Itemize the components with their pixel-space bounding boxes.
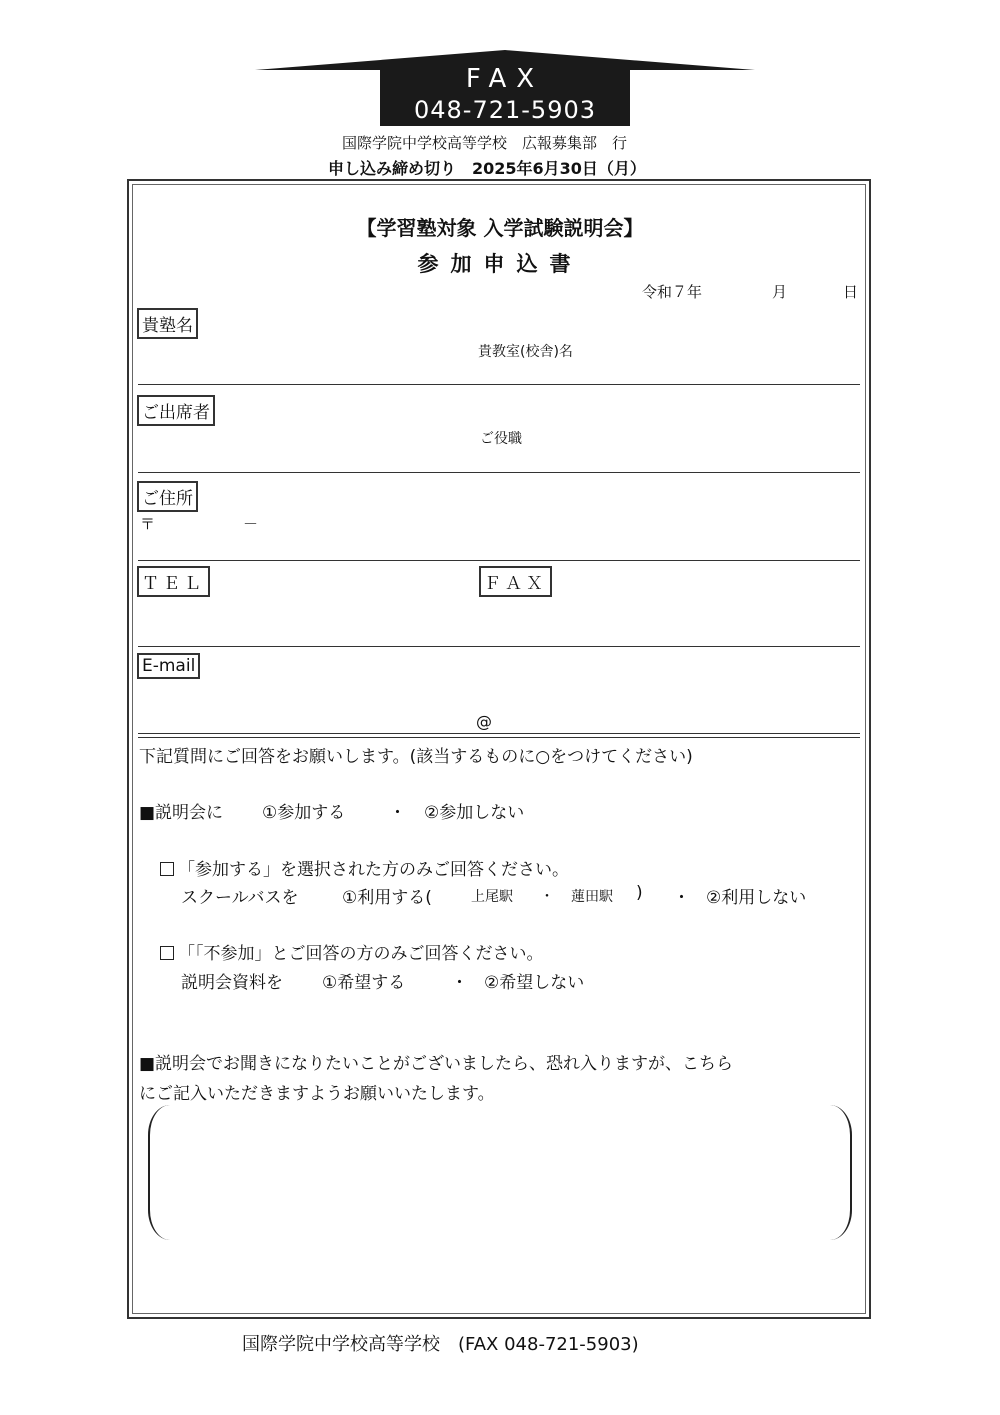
q1-label: ■説明会に: [139, 803, 224, 823]
school-name-line[interactable]: [138, 384, 860, 385]
q1-separator: ・: [389, 803, 406, 823]
tel-label: ＴＥＬ: [137, 566, 210, 597]
comment-bracket-right: [828, 1105, 852, 1240]
q3-heading: [160, 939, 544, 964]
q3-heading-text: 「「不参加」とご回答の方のみご回答ください。: [178, 944, 544, 964]
questions-intro: 下記質問にご回答をお願いします。(該当するものに○をつけてください): [139, 747, 693, 767]
form-title: 【学習塾対象 入学試験説明会】: [356, 216, 644, 240]
comment-bracket-left: [148, 1105, 172, 1240]
q1-option-decline[interactable]: ②参加しない: [424, 803, 525, 823]
position-label: ご役職: [480, 431, 522, 447]
q2-heading: [160, 855, 569, 880]
attendee-label: ご出席者: [137, 395, 215, 426]
q2-station-hasuda[interactable]: 蓮田駅: [571, 889, 613, 905]
q2-option-not-use[interactable]: ②利用しない: [706, 888, 807, 908]
fax-number: 048-721-5903: [413, 96, 596, 124]
fax-field-label: ＦＡＸ: [479, 566, 552, 597]
date-month-label: 月: [772, 283, 788, 301]
attendee-line[interactable]: [138, 472, 860, 473]
date-era-year: 令和７年: [642, 283, 703, 301]
tel-fax-line[interactable]: [138, 646, 860, 647]
q1-option-attend[interactable]: ①参加する: [262, 803, 346, 823]
q3-separator: ・: [451, 973, 468, 993]
comment-prompt-line1: ■説明会でお聞きになりたいことがございましたら、恐れ入りますが、こちら: [139, 1054, 734, 1074]
comment-prompt-line2: にご記入いただきますようお願いいたします。: [139, 1084, 495, 1104]
email-at-sign: @: [476, 712, 492, 731]
form-subtitle: 参加申込書: [417, 252, 583, 276]
fax-banner: [380, 62, 630, 126]
q2-separator: ・: [673, 888, 690, 908]
postal-mark: 〒: [140, 515, 156, 533]
email-label: E-mail: [137, 653, 200, 679]
q2-close-paren: ): [636, 883, 643, 903]
q2-checkbox-icon[interactable]: [160, 862, 174, 876]
q2-station-separator: ・: [540, 889, 554, 905]
q3-checkbox-icon[interactable]: [160, 946, 174, 960]
q3-option-want[interactable]: ①希望する: [322, 973, 406, 993]
q2-heading-text: 「参加する」を選択された方のみご回答ください。: [178, 860, 569, 880]
email-line[interactable]: [138, 733, 860, 738]
footer-text: 国際学院中学校高等学校 (FAX 048-721-5903): [242, 1334, 639, 1355]
comment-area[interactable]: [175, 1110, 825, 1235]
classroom-name-label: 貴教室(校舎)名: [478, 344, 573, 360]
address-label: ご住所: [137, 481, 198, 512]
q3-option-not-want[interactable]: ②希望しない: [484, 973, 585, 993]
fax-label: FAX: [465, 64, 545, 94]
address-line[interactable]: [138, 560, 860, 561]
q3-label: 説明会資料を: [181, 973, 283, 993]
date-day-label: 日: [843, 283, 859, 301]
deadline-line: 申し込み締め切り 2025年6月30日（月）: [328, 159, 646, 178]
postal-dash: －: [243, 515, 259, 533]
q2-option-use[interactable]: ①利用する(: [342, 888, 432, 908]
q2-label: スクールバスを: [181, 888, 299, 908]
school-name-label: 貴塾名: [137, 308, 198, 339]
q2-station-ageo[interactable]: 上尾駅: [471, 889, 513, 905]
recipient-line: 国際学院中学校高等学校 広報募集部 行: [342, 134, 628, 152]
